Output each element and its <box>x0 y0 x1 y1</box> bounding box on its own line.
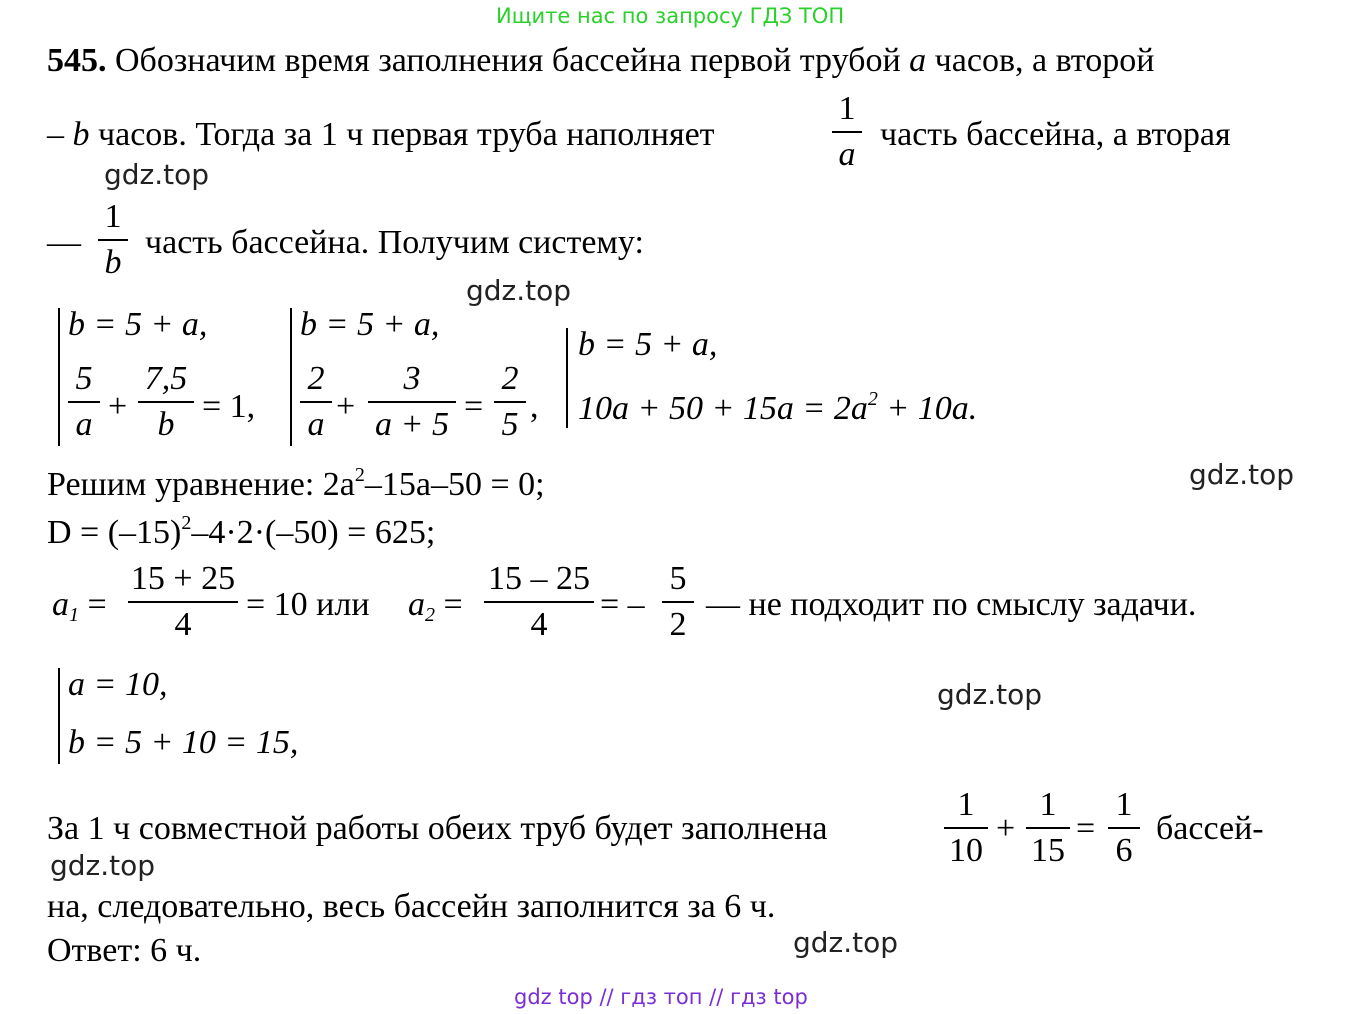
watermark: gdz.top <box>466 274 572 307</box>
root-a1-frac: 15 + 25 4 <box>128 562 238 642</box>
system2-frac3: 2 5 <box>494 362 526 442</box>
problem-number: 545. <box>47 42 107 79</box>
fraction-1-over-b: 1 b <box>98 200 128 280</box>
system3-row2: $10a + 50 + 15a = 2a^2 + 10a$. <box>578 388 978 427</box>
answer: Ответ: 6 ч. <box>47 932 202 969</box>
root-a1-label: $a_1$ = <box>52 586 107 626</box>
watermark: gdz.top <box>1189 458 1295 491</box>
system-brace <box>566 328 568 428</box>
combined-line-1: За 1 ч совместной работы обеих труб будет заполнена <box>47 810 828 847</box>
system-brace <box>58 668 60 764</box>
system2-frac2: 3 a + 5 <box>368 362 456 442</box>
combined-frac3: 1 6 <box>1108 788 1140 868</box>
system2-frac1: 2 a <box>300 362 332 442</box>
system-brace <box>58 308 60 446</box>
result-row1: a = 10, <box>68 666 168 703</box>
root-a2-label: $a_2$ = <box>408 586 463 626</box>
combined-frac1: 1 10 <box>944 788 988 868</box>
solve-line-1: Решим уравнение: $2a^2-15a-50 = 0$; <box>47 464 545 503</box>
header-banner: Ищите нас по запросу ГДЗ ТОП <box>496 4 845 28</box>
problem-line-2-tail: часть бассейна, а вторая <box>880 116 1231 153</box>
problem-line-1: 545. Обозначим время заполнения бассейна первой трубой a часов, а второй <box>47 42 1155 79</box>
combined-line-2: на, следовательно, весь бассейн заполнится за 6 ч. <box>47 888 776 925</box>
result-row2: b = 5 + 10 = 15, <box>68 724 299 761</box>
watermark: gdz.top <box>50 849 156 882</box>
system2-row1: b = 5 + a, <box>300 306 440 343</box>
problem-line-3: часть бассейна. Получим систему: <box>145 224 644 261</box>
problem-line-2: – b часов. Тогда за 1 ч первая труба наполняет <box>47 116 715 153</box>
system1-row1: b = 5 + a, <box>68 306 208 343</box>
solve-line-2: $D = (-15)^2-4\cdot 2\cdot(-50) = 625$; <box>47 512 436 551</box>
watermark: gdz.top <box>104 158 210 191</box>
root-note: — не подходит по смыслу задачи. <box>706 586 1197 623</box>
watermark: gdz.top <box>793 926 899 959</box>
system1-frac2: 7,5 b <box>138 362 194 442</box>
fraction-1-over-a: 1 a <box>832 92 862 172</box>
root-a2-frac-result: 5 2 <box>662 562 694 642</box>
system1-frac1: 5 a <box>68 362 100 442</box>
watermark: gdz.top <box>937 678 1043 711</box>
dash: — <box>47 224 81 261</box>
footer-links[interactable]: gdz top // гдз топ // гдз top <box>514 985 808 1009</box>
combined-frac2: 1 15 <box>1026 788 1070 868</box>
root-a2-frac: 15 – 25 4 <box>484 562 594 642</box>
system3-row1: b = 5 + a, <box>578 326 718 363</box>
system-brace <box>290 308 292 446</box>
